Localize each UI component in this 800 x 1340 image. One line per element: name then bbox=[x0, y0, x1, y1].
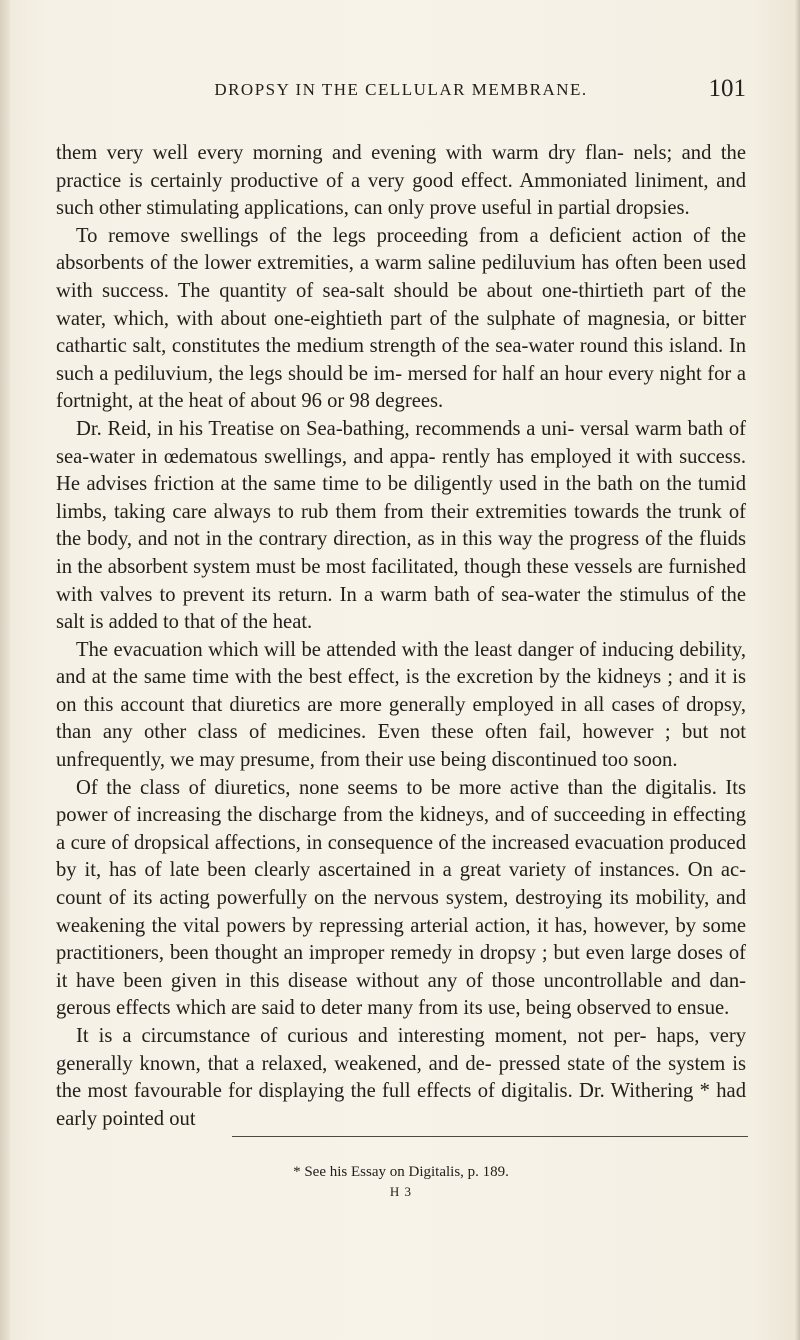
page-left-edge bbox=[0, 0, 10, 1340]
footnote: * See his Essay on Digitalis, p. 189. bbox=[293, 1164, 509, 1180]
page-number: 101 bbox=[708, 75, 746, 102]
footnote-rule bbox=[232, 1136, 748, 1137]
paragraph-1: them very well every morning and evening with warm dry flan- nels; and the practice is certainly productive of a very good effect. Ammoniated liniment, and such other stimulating applications, can only prove useful in partial dropsies. bbox=[56, 142, 746, 220]
body-text bbox=[56, 140, 746, 1133]
signature-mark: H 3 bbox=[389, 1184, 413, 1199]
page-header bbox=[56, 72, 746, 112]
paragraph-3: Dr. Reid, in his Treatise on Sea-bathing, recommends a uni- versal warm bath of sea-water in œdematous swellings, and appa- rently has employed it with success. He advises friction at the same time to be diligently used in the bath on the tumid limbs, taking care always to rub them from their extremities towards the trunk of the body, and not in the contrary direction, as in this way the progress of the fluids in the absorbent system must be most facilitated, though these vessels are furnished with valves to prevent its return. In a warm bath of sea-water the stimulus of the salt is added to that of the heat. bbox=[56, 417, 746, 634]
paragraph-5: Of the class of diuretics, none seems to be more active than the digitalis. Its power of increasing the discharge from the kidneys, and of succeeding in effecting a cure of dropsical affections, in consequence of the increased evacuation produced by it, has of late been clearly ascertained in a great variety of instances. On ac- count of its acting powerfully on the nervous system, destroying its mobility, and weakening the vital powers by repressing arterial action, it has, however, by some practitioners, been thought an improper remedy in dropsy ; but even large doses of it have been given in this disease without any of those uncontrollable and dan- gerous effects which are said to deter many from its use, being observed to ensue. bbox=[56, 776, 746, 1020]
paragraph-4: The evacuation which will be attended with the least danger of inducing debility, and at the same time with the best effect, is the excretion by the kidneys ; and it is on this account that diuretics are more generally employed in all cases of dropsy, than any other class of medicines. Even these often fail, however ; but not unfrequently, we may presume, from their use being discontinued too soon. bbox=[56, 638, 746, 772]
paragraph-2: To remove swellings of the legs proceeding from a deficient action of the absorbents of the lower extremities, a warm saline pediluvium has often been used with success. The quantity of sea-salt should be about one-thirtieth part of the water, which, with about one-eightieth part of the sulphate of magnesia, or bitter cathartic salt, constitutes the medium strength of the sea-water round this island. In such a pediluvium, the legs should be im- mersed for half an hour every night for a fortnight, at the heat of about 96 or 98 degrees. bbox=[56, 224, 746, 413]
running-title: DROPSY IN THE CELLULAR MEMBRANE. bbox=[214, 80, 588, 99]
page-right-edge bbox=[794, 0, 800, 1340]
paragraph-6: It is a circumstance of curious and interesting moment, not per- haps, very generally known, that a relaxed, weakened, and de- pressed state of the system is the most favourable for displaying the full effects of digitalis. Dr. Withering * had early pointed out bbox=[56, 1025, 746, 1130]
